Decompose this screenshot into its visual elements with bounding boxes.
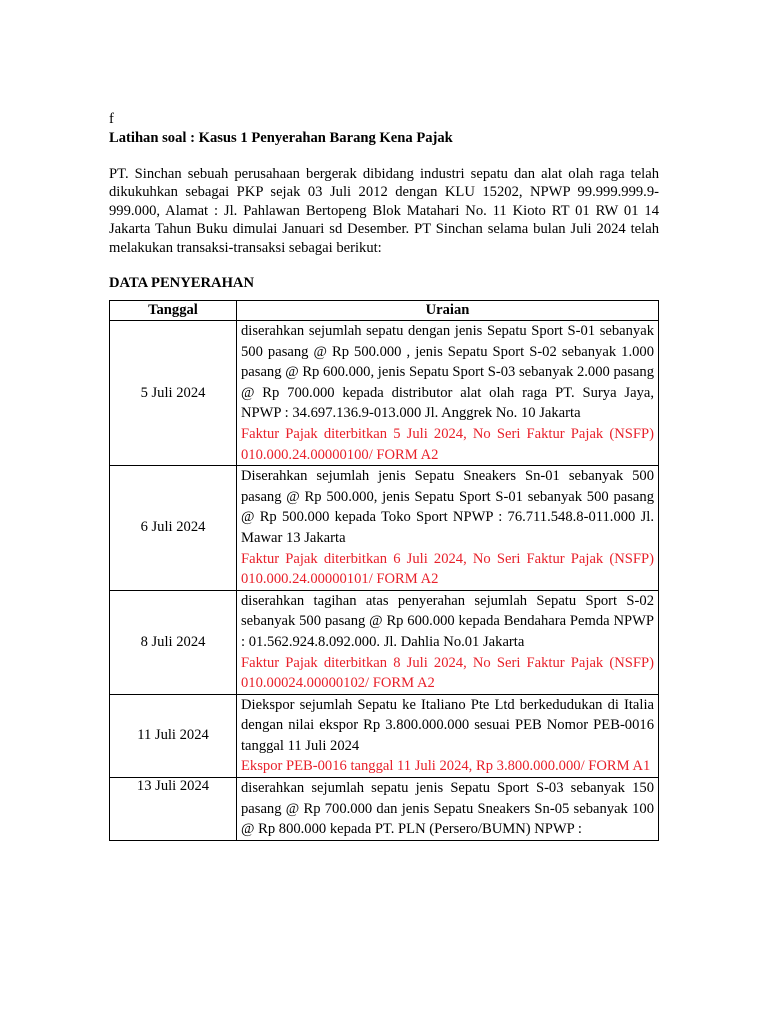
table-row <box>110 778 659 841</box>
table-row <box>110 694 659 777</box>
transaction-table <box>109 300 659 841</box>
row-description <box>237 321 659 466</box>
row-description-text: Diserahkan sejumlah jenis Sepatu Sneakers Sn-01 sebanyak 500 pasang @ Rp 500.000, jenis Sepatu Sport S-01 sebanyak 500 pasang @ Rp 500.000 kepada Toko Sport NPWP : 76.711.548.8-011.000 Jl. Mawar 13 Jakarta <box>241 468 654 546</box>
section-title: DATA PENYERAHAN <box>109 275 254 292</box>
page-marker: f <box>109 111 114 127</box>
row-description <box>237 466 659 591</box>
table-row <box>110 590 659 694</box>
document-page <box>109 110 659 293</box>
row-date: 6 Juli 2024 <box>110 466 237 591</box>
table-row <box>110 466 659 591</box>
row-date: 11 Juli 2024 <box>110 694 237 777</box>
row-date: 13 Juli 2024 <box>110 778 237 841</box>
row-invoice-note: Faktur Pajak diterbitkan 8 Juli 2024, No Seri Faktur Pajak (NSFP) 010.00024.00000102/ FORM A2 <box>241 654 654 692</box>
row-description <box>237 590 659 694</box>
table-row <box>110 321 659 466</box>
row-description-text: diserahkan sejumlah sepatu dengan jenis Sepatu Sport S-01 sebanyak 500 pasang @ Rp 500.000 , jenis Sepatu Sport S-02 sebanyak 1.000 pasang @ Rp 600.000, jenis Sepatu Sport S-03 sebanyak 2.000 pasang @ Rp 700.000 kepada distributor alat olah raga PT. Surya Jaya, NPWP : 34.697.136.9-013.000 Jl. Anggrek No. 10 Jakarta <box>241 323 654 422</box>
header-date: Tanggal <box>110 301 237 321</box>
intro-paragraph: PT. Sinchan sebuah perusahaan bergerak dibidang industri sepatu dan alat olah raga telah dikukuhkan sebagai PKP sejak 03 Juli 2012 dengan KLU 15202, NPWP 99.999.999.9-999.000, Alamat : Jl. Pahlawan Bertopeng Blok Matahari No. 11 Kioto RT 01 RW 01 14 Jakarta Tahun Buku dimulai Januari sd Desember. PT Sinchan selama bulan Juli 2024 telah melakukan transaksi-transaksi sebagai berikut: <box>109 166 659 256</box>
header-description: Uraian <box>237 301 659 321</box>
table-header-row <box>110 301 659 321</box>
row-description <box>237 778 659 841</box>
exercise-title: Latihan soal : Kasus 1 Penyerahan Barang Kena Pajak <box>109 130 453 146</box>
row-export-note: Ekspor PEB-0016 tanggal 11 Juli 2024, Rp 3.800.000.000/ FORM A1 <box>241 758 651 775</box>
row-date: 8 Juli 2024 <box>110 590 237 694</box>
row-invoice-note: Faktur Pajak diterbitkan 6 Juli 2024, No Seri Faktur Pajak (NSFP) 010.000.24.00000101/ FORM A2 <box>241 550 654 588</box>
row-invoice-note: Faktur Pajak diterbitkan 5 Juli 2024, No Seri Faktur Pajak (NSFP) 010.000.24.00000100/ FORM A2 <box>241 425 654 463</box>
row-description-text: diserahkan tagihan atas penyerahan sejumlah Sepatu Sport S-02 sebanyak 500 pasang @ Rp 600.000 kepada Bendahara Pemda NPWP : 01.562.924.8.092.000. Jl. Dahlia No.01 Jakarta <box>241 592 654 650</box>
row-date: 5 Juli 2024 <box>110 321 237 466</box>
row-description-text: Diekspor sejumlah Sepatu ke Italiano Pte Ltd berkedudukan di Italia dengan nilai ekspor Rp 3.800.000.000 sesuai PEB Nomor PEB-0016 tanggal 11 Juli 2024 <box>241 696 654 754</box>
row-description-text: diserahkan sejumlah sepatu jenis Sepatu Sport S-03 sebanyak 150 pasang @ Rp 700.000 dan jenis Sepatu Sneakers Sn-05 sebanyak 100 @ Rp 800.000 kepada PT. PLN (Persero/BUMN) NPWP : <box>241 780 654 838</box>
row-description <box>237 694 659 777</box>
